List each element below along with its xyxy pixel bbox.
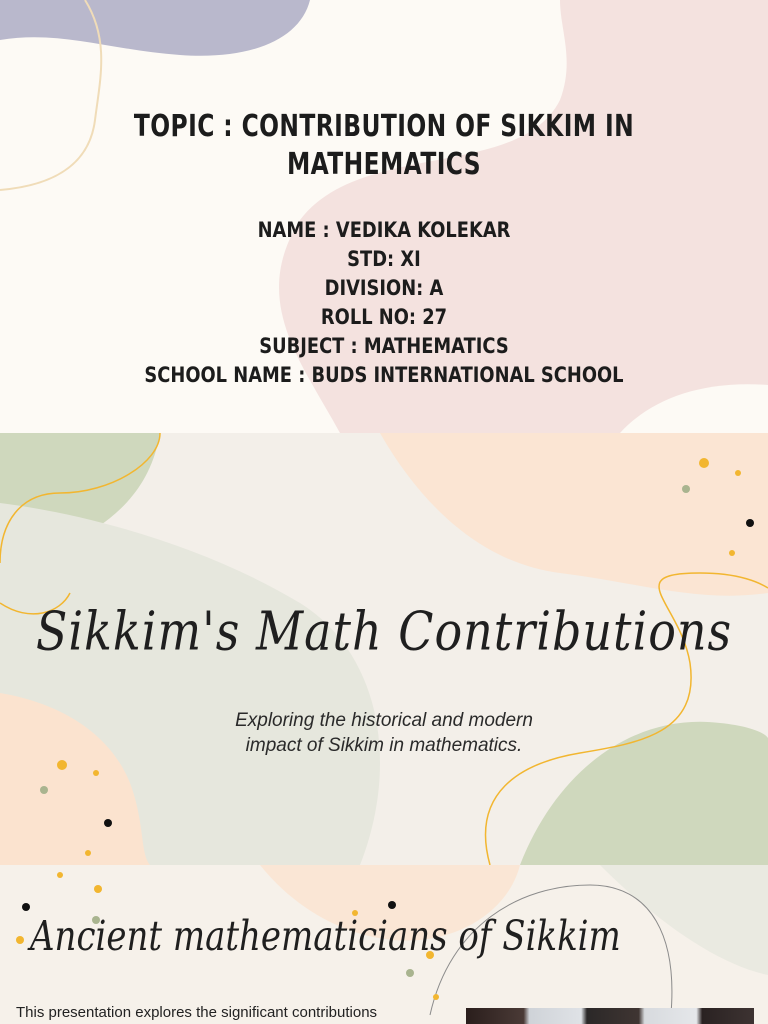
- intro-subtitle: [0, 708, 768, 758]
- info-roll: ROLL NO: 27: [320, 305, 448, 329]
- info-std: STD: XI: [347, 247, 421, 271]
- intro-subtitle-line-1: Exploring the historical and modern: [235, 710, 533, 731]
- slide-title-heading: TOPIC : CONTRIBUTION OF SIKKIM IN MATHEMATICS: [133, 109, 635, 182]
- ancient-paragraph: This presentation explores the significant contributions: [16, 1004, 378, 1021]
- intro-title: Sikkim's Math Contributions: [35, 599, 733, 663]
- student-info: [58, 216, 711, 390]
- intro-subtitle-line-2: impact of Sikkim in mathematics.: [245, 735, 523, 756]
- mathematicians-photo: [466, 1008, 754, 1024]
- slide-title: [0, 0, 768, 433]
- info-name: NAME : VEDIKA KOLEKAR: [257, 218, 511, 242]
- ancient-title: Ancient mathematicians of Sikkim: [30, 913, 621, 961]
- info-school: SCHOOL NAME : BUDS INTERNATIONAL SCHOOL: [144, 363, 624, 387]
- info-division: DIVISION: A: [324, 276, 444, 300]
- info-subject: SUBJECT : MATHEMATICS: [259, 334, 509, 358]
